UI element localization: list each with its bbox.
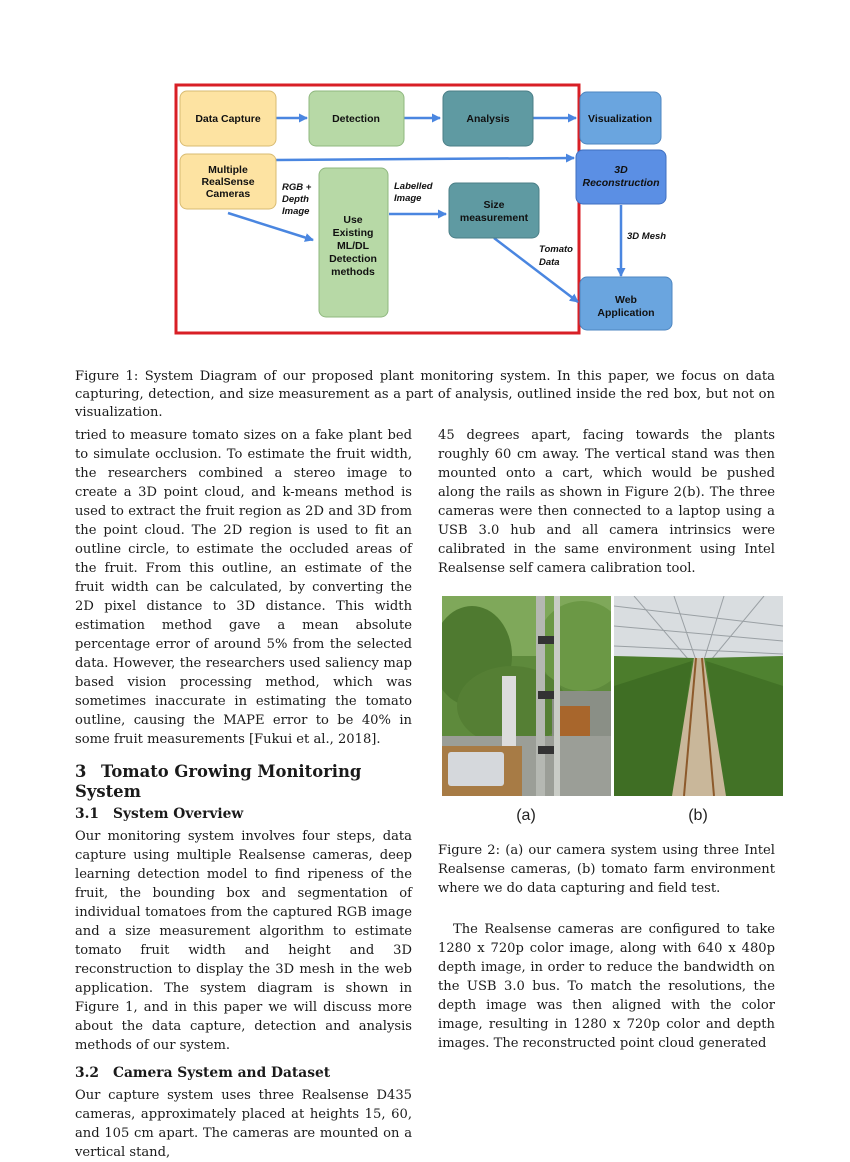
- section-3-title: Tomato Growing Monitoring System: [75, 762, 362, 801]
- label-data-capture: Data Capture: [195, 113, 261, 125]
- system-diagram: [170, 80, 680, 342]
- subsection-3-2-number: 3.2: [75, 1065, 100, 1081]
- edge-label-rgb-depth-3: Image: [282, 206, 310, 217]
- tomato-farm-illustration: [614, 596, 783, 796]
- label-methods-4: Detection: [329, 253, 377, 265]
- label-size-2: measurement: [459, 212, 529, 224]
- subsection-3-1-title: System Overview: [113, 806, 244, 822]
- edge-label-tomato-1: Tomato: [539, 244, 573, 255]
- label-methods-2: Existing: [332, 227, 374, 239]
- edge-label-tomato-2: Data: [539, 257, 560, 268]
- figure-1-diagram: [170, 80, 680, 342]
- edge-label-rgb-depth-2: Depth: [282, 194, 309, 205]
- photo-tomato-farm: [614, 596, 783, 796]
- figure-1-caption: Figure 1: System Diagram of our proposed plant monitoring system. In this paper, we focus on data capturing, detection, and size measurement as a part of analysis, outlined inside the red box, but not on visualization.: [75, 369, 775, 420]
- label-size-1: Size: [483, 199, 505, 211]
- edge-label-rgb-depth-1: RGB +: [282, 182, 312, 193]
- subsection-3-1-number: 3.1: [75, 806, 100, 822]
- figure-2-caption: Figure 2: (a) our camera system using three Intel Realsense cameras, (b) tomato farm environment where we do data capturing and field test.: [438, 843, 775, 896]
- label-methods-5: methods: [331, 266, 375, 278]
- label-methods-1: Use: [343, 214, 363, 226]
- arrow-cameras-to-reconstruction: [276, 158, 574, 160]
- label-cameras-1: Multiple: [208, 164, 248, 176]
- edge-label-3d-mesh: 3D Mesh: [627, 231, 667, 242]
- section-3-heading: [75, 762, 412, 802]
- label-cameras-3: Cameras: [205, 188, 251, 200]
- photo-camera-system: [442, 596, 611, 796]
- left-paragraph-3: Our capture system uses three Realsense D435 cameras, approximately placed at heights 15, 60, and 105 cm apart. The cameras are mounted on a vertical stand,: [75, 1088, 412, 1160]
- label-webapp-2: Application: [597, 307, 655, 319]
- label-recon-1: 3D: [614, 164, 628, 176]
- camera-system-illustration: [442, 596, 611, 796]
- section-3-number: 3: [75, 762, 87, 781]
- left-paragraph-1: tried to measure tomato sizes on a fake plant bed to simulate occlusion. To estimate the fruit width, the researchers combined a stereo image to create a 3D point cloud, and k-means method is used to extract the fruit region as 2D and 3D from the point cloud. The 2D region is used to fit an outline circle, to estimate the occluded areas of the fruit. From this outline, an estimate of the fruit width can be calculated, by converting the 2D pixel distance to 3D distance. This width estimation method gave a mean absolute percentage error of around 5% from the selected data. However, the researchers used saliency map based vision processing method, which was sometimes inaccurate in estimating the tomato outline, causing the MAPE error to be 40% in some fruit measurements [Fukui et al., 2018].: [75, 428, 412, 747]
- label-methods-3: ML/DL: [336, 240, 370, 252]
- left-paragraph-2: Our monitoring system involves four steps, data capture using multiple Realsense cameras, deep learning detection model to find ripeness of the fruit, the bounding box and segmentation of individual tomatoes from the captured RGB image and a size measurement algorithm to estimate tomato fruit width and height and 3D reconstruction to display the 3D mesh in the web application. The system diagram is shown in Figure 1, and in this paper we will discuss more about the data capture, detection and analysis methods of our system.: [75, 829, 412, 1053]
- label-visualization: Visualization: [588, 113, 652, 125]
- figure-2: [438, 596, 775, 824]
- figure-2a-label: (a): [516, 807, 536, 824]
- subsection-3-1-heading: [75, 805, 412, 824]
- label-cameras-2: RealSense: [201, 176, 255, 188]
- right-paragraph-1: 45 degrees apart, facing towards the plants roughly 60 cm away. The vertical stand was then mounted onto a cart, which would be pushed along the rails as shown in Figure 2(b). The three cameras were then connected to a laptop using a USB 3.0 hub and all camera intrinsics were calibrated in the same environment using Intel Realsense self camera calibration tool.: [438, 428, 775, 576]
- right-paragraph-2: The Realsense cameras are configured to take 1280 x 720p color image, along with 640 x 480p depth image, in order to reduce the bandwidth on the USB 3.0 bus. To match the resolutions, the depth image was then aligned with the color image, resulting in 1280 x 720p color and depth images. The reconstructed point cloud generated: [438, 922, 775, 1051]
- label-webapp-1: Web: [615, 294, 637, 306]
- subsection-3-2-title: Camera System and Dataset: [113, 1065, 331, 1081]
- right-column: [438, 426, 775, 1053]
- figure-2b-label: (b): [688, 807, 708, 824]
- edge-label-labelled-2: Image: [394, 193, 422, 204]
- label-recon-2: Reconstruction: [582, 177, 660, 189]
- arrow-cameras-to-methods: [228, 213, 313, 240]
- subsection-3-2-heading: [75, 1064, 412, 1083]
- label-analysis: Analysis: [466, 113, 510, 125]
- left-column: [75, 426, 412, 1162]
- label-detection: Detection: [332, 113, 380, 125]
- edge-label-labelled-1: Labelled: [394, 181, 433, 192]
